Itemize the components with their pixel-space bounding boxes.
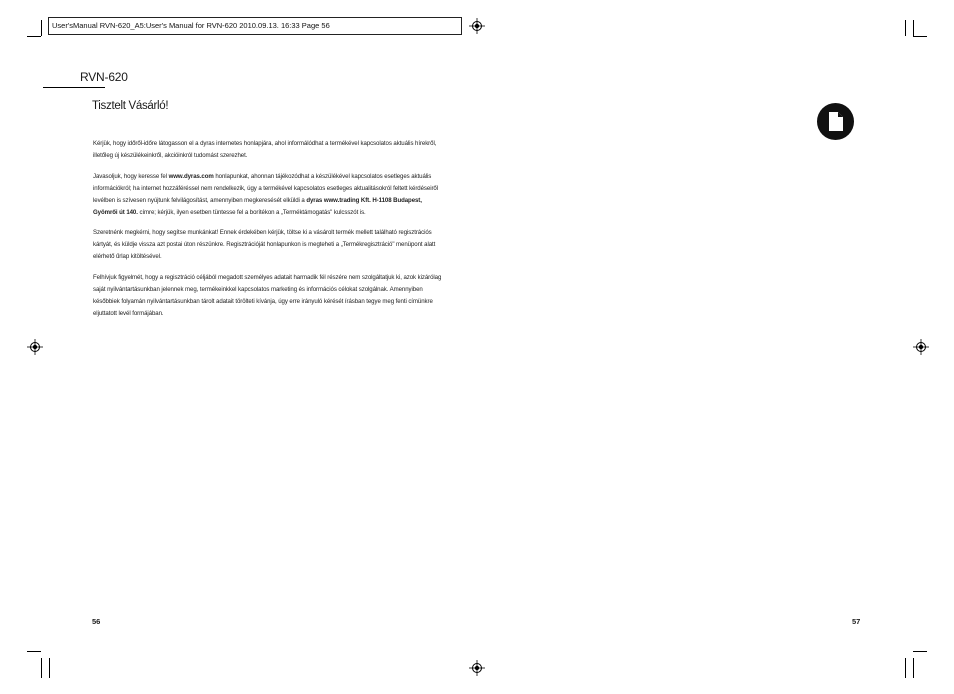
registration-mark-icon (469, 18, 485, 34)
paragraph-registration: Szeretnénk megkérni, hogy segítse munkánkat! Ennek érdekében kérjük, töltse ki a vásárolt termék mellett található regisztrációs kártyát, és küldje vissza azt postai úton részünkre. Regisztrációját honlapunkon is megteheti a „Termékregisztráció" menüpont alatt elérhető űrlap kitöltésével. (93, 229, 436, 261)
contact-text-end: címre; kérjük, ilyen esetben tüntesse fel a borítékon a „Terméktámogatás" kulcsszót is. (137, 208, 366, 216)
contact-text-start: Javasoljuk, hogy keresse fel (93, 172, 169, 180)
page-number-left: 56 (92, 617, 101, 626)
body-text (93, 138, 445, 329)
document-icon (817, 103, 854, 140)
print-slug: User'sManual RVN-620_A5:User's Manual for RVN-620 2010.09.13. 16:33 Page 56 (48, 17, 462, 35)
registration-mark-icon (27, 339, 43, 355)
page-number-right: 57 (852, 617, 861, 626)
document-badge (817, 103, 854, 140)
header-rule (43, 87, 105, 88)
paragraph-intro: Kérjük, hogy időről-időre látogasson el a dyras internetes honlapjára, ahol informálódhat a termékével kapcsolatos aktuális hírekről, illetőleg új készülékeinkről, akcióinkról tudomást szerezhet. (93, 140, 437, 159)
paragraph-privacy: Felhívjuk figyelmét, hogy a regisztráció céljából megadott személyes adatait harmadik fél részére nem szolgáltatjuk ki, azok kizárólag saját nyilvántartásunkban jelennek meg, termékeinkkel kapcsolatos marketing és információs célokat szolgálnak. Amennyiben későbbiek folyamán nyilvántartásunkban tárolt adatait törölteti kívánja, úgy erre irányuló kérését írásban tegye meg fenti címünkre eljuttatott levél formájában. (93, 274, 442, 317)
model-title: RVN-620 (80, 70, 128, 84)
postal-address: dyras www.trading Kft. H-1108 Budapest, Gyömrői út 140. (93, 196, 422, 216)
contact-text-mid: honlapunkat, ahonnan tájékozódhat a készülékével kapcsolatos esetleges aktuális információkról; ha internet hozzáféréssel nem rendelkezik, úgy a termékével kapcsolatos esetleges aktualitásokról feltett kérdéseiről levélben is szívesen nyújtunk felvilágosítást, amennyiben megkeresését elküldi a (93, 172, 439, 204)
page-heading: Tisztelt Vásárló! (92, 100, 169, 112)
registration-mark-icon (913, 339, 929, 355)
website-link[interactable]: www.dyras.com (168, 172, 214, 180)
registration-mark-icon (469, 660, 485, 676)
paragraph-contact (93, 171, 445, 219)
